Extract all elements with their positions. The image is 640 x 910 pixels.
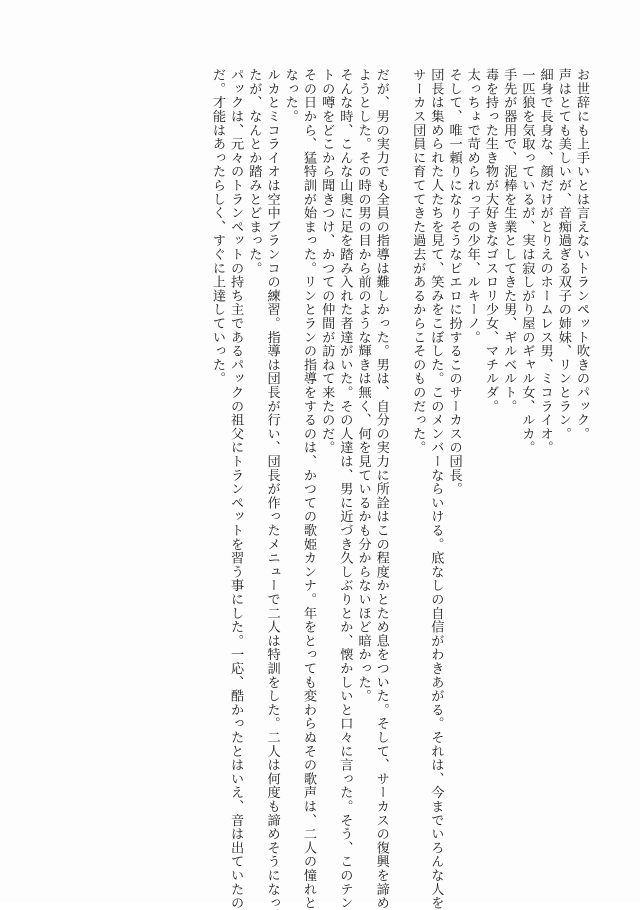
text-line: 団長は集められた人たちを見て、笑みをこぼした。このメンバーならいける。底なしの自信がわきあがる。それは、今までいろんな人を — [428, 68, 444, 910]
text-line: お世辞にも上手いとは言えないトランペット吹きのパック。 — [574, 68, 589, 441]
text-line: そんな時、こんな山奥に足を踏み入れた者達がいた。その人達は、男に近づき久しぶりとか、懐かしいと口々に言った。そう、このテン — [337, 68, 353, 910]
text-line: ルカとミコライオは空中ブランコの練習。指導は団長が行い、団長が作ったメニューで二人は特訓をした。二人は何度も諦めそうになっ — [264, 68, 280, 910]
text-line: 一匹狼を気取っているが、実は寂しがり屋のギャル女、ルカ。 — [519, 68, 535, 455]
text-line: パックは、元々のトランペットの持ち主であるパックの祖父にトランペットを習う事にした。一応、酷かったとはいえ、音は出ていたの — [228, 68, 244, 910]
vertical-text-body — [50, 68, 590, 910]
text-line: ようとした。その時の男の目から前のような輝きは無く、何を見ているかも分からないほど暗かった。 — [355, 68, 371, 703]
text-line: なった。 — [282, 68, 298, 124]
text-line: たが、なんとか踏みとどまった。 — [246, 68, 262, 275]
text-line: その日から、猛特訓が始まった。リンとランの指導をするのは、かつての歌姫カンナ。年をとっても変わらぬその歌声は、二人の憧れと — [300, 68, 316, 910]
text-line: 手先が器用で、泥棒を生業としてきた男、ギルベルト。 — [501, 68, 517, 413]
text-line: トの噂をどこから聞きつけ、かつての仲間が訪ねて来たのだ。 — [319, 68, 335, 455]
paragraph-gap — [390, 68, 408, 758]
text-line: サーカス団員に育ててきた過去があるからこそのものだった。 — [410, 68, 426, 455]
text-line: だ。才能はあったらしく、すぐに上達していった。 — [209, 68, 225, 386]
text-line: 細身で長身な、顔だけがとりえのホームレス男、ミコライオ。 — [537, 68, 553, 455]
text-line: 声はとても美しいが、音痴過ぎる双子の姉妹、リンとラン。 — [555, 68, 571, 441]
text-line: 毒を持った生き物が大好きなゴスロリ少女、マチルダ。 — [482, 68, 498, 413]
text-line: だが、男の実力でも全員の指導は難しかった。男は、自分の実力に所詮はこの程度かとため息をついた。そして、サーカスの復興を諦め — [373, 68, 389, 910]
text-line: そして、唯一頼りになりそうなピエロに扮するこのサーカスの団長。 — [446, 68, 462, 496]
text-line: 太っちょで苛められっ子の少年、ルキーノ。 — [464, 68, 480, 344]
